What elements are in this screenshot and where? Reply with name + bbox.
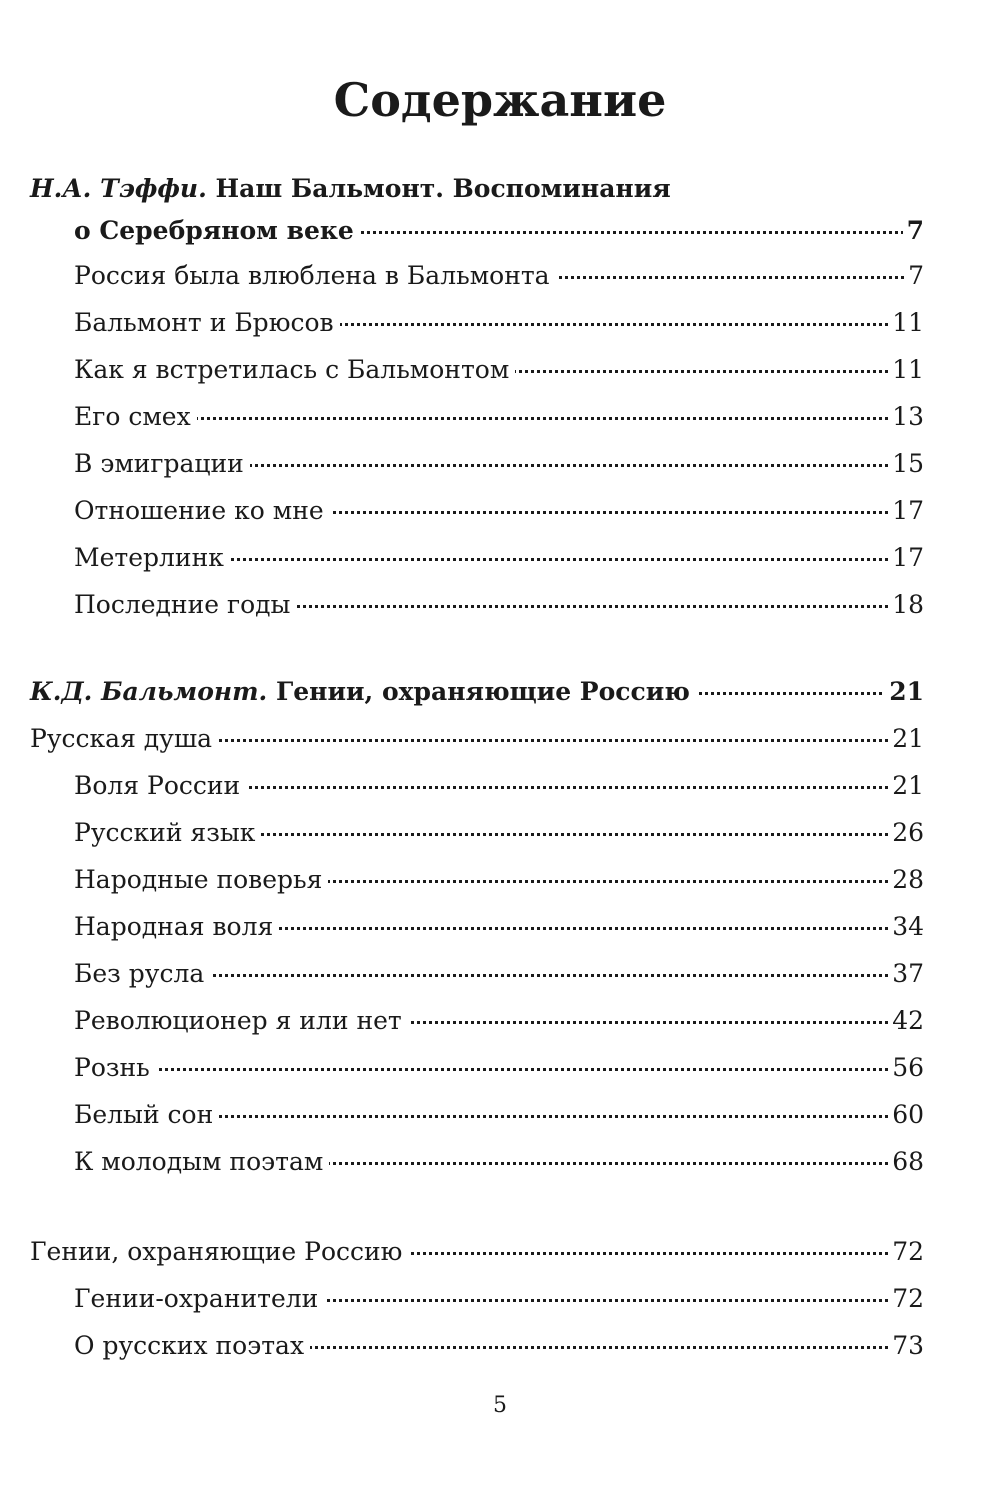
page-ref: 15 [888, 444, 924, 484]
page-ref: 60 [888, 1095, 924, 1135]
page-ref: 21 [885, 672, 924, 712]
part-label: Гении, охраняющие Россию [30, 1232, 408, 1272]
page-ref: 56 [888, 1048, 924, 1088]
entry-label: Гении-охранители [74, 1279, 324, 1319]
toc-entry-teffi[interactable] [0, 211, 1000, 251]
author-name: Н.А. Тэффи. [30, 174, 207, 203]
toc-entry[interactable] [0, 954, 1000, 994]
entry-label: Метерлинк [74, 538, 230, 578]
toc-entry[interactable] [0, 860, 1000, 900]
page-ref: 42 [888, 1001, 924, 1041]
page-ref: 34 [888, 907, 924, 947]
entry-label: Народная воля [74, 907, 279, 947]
page-number: 5 [493, 1393, 507, 1418]
page-ref: 11 [888, 303, 924, 343]
page-ref: 11 [888, 350, 924, 390]
entry-label: Бальмонт и Брюсов [74, 303, 340, 343]
entry-label: Народные поверья [74, 860, 328, 900]
section-title: Наш Бальмонт. Воспоминания [215, 174, 671, 203]
page-ref: 17 [888, 538, 924, 578]
entry-label: О русских поэтах [74, 1326, 310, 1366]
toc-entry[interactable] [0, 907, 1000, 947]
part-label: Русская душа [30, 719, 218, 759]
toc-entry[interactable] [0, 766, 1000, 806]
page-title: Содержание [333, 73, 667, 127]
page-ref: 26 [888, 813, 924, 853]
section-title-cont: о Серебряном веке [74, 211, 360, 251]
page-ref: 18 [888, 585, 924, 625]
page-ref: 7 [904, 256, 924, 296]
toc-entry[interactable] [0, 585, 1000, 625]
entry-label: Отношение ко мне [74, 491, 330, 531]
toc-entry[interactable] [0, 1326, 1000, 1366]
page-ref: 72 [888, 1279, 924, 1319]
section-title: Гении, охраняющие Россию [275, 677, 690, 706]
toc-entry[interactable] [0, 1048, 1000, 1088]
entry-label: Россия была влюблена в Бальмонта [74, 256, 556, 296]
toc-entry[interactable] [0, 1279, 1000, 1319]
entry-label: Воля России [74, 766, 246, 806]
page-ref: 72 [888, 1232, 924, 1272]
entry-label: Без русла [74, 954, 210, 994]
page-ref: 7 [903, 211, 924, 251]
toc-part[interactable] [0, 719, 1000, 759]
toc-entry[interactable] [0, 256, 1000, 296]
toc-entry[interactable] [0, 350, 1000, 390]
page-ref: 17 [888, 491, 924, 531]
entry-label: Белый сон [74, 1095, 219, 1135]
toc-entry[interactable] [0, 397, 1000, 437]
toc-entry[interactable] [0, 491, 1000, 531]
toc-entry[interactable] [0, 1001, 1000, 1041]
page-ref: 21 [888, 766, 924, 806]
entry-label: Русский язык [74, 813, 261, 853]
page-ref: 13 [888, 397, 924, 437]
page-ref: 37 [888, 954, 924, 994]
page-ref: 73 [888, 1326, 924, 1366]
entry-label: В эмиграции [74, 444, 250, 484]
toc-entry[interactable] [0, 1142, 1000, 1182]
section-header-teffi[interactable] [0, 169, 1000, 209]
leader-dots [80, 1068, 900, 1071]
leader-dots [80, 417, 900, 420]
page-ref: 21 [888, 719, 924, 759]
author-name: К.Д. Бальмонт. [30, 677, 268, 706]
toc-entry[interactable] [0, 303, 1000, 343]
toc-entry[interactable] [0, 1095, 1000, 1135]
toc-entry[interactable] [0, 444, 1000, 484]
page-ref: 28 [888, 860, 924, 900]
entry-label: Его смех [74, 397, 197, 437]
entry-label: К молодым поэтам [74, 1142, 329, 1182]
entry-label: Рознь [74, 1048, 156, 1088]
entry-label: Революционер я или нет [74, 1001, 408, 1041]
toc-entry[interactable] [0, 538, 1000, 578]
page-ref: 68 [888, 1142, 924, 1182]
toc-entry-balmont[interactable] [0, 672, 1000, 712]
toc-entry[interactable] [0, 813, 1000, 853]
toc-part[interactable] [0, 1232, 1000, 1272]
entry-label: Последние годы [74, 585, 296, 625]
entry-label: Как я встретилась с Бальмонтом [74, 350, 515, 390]
